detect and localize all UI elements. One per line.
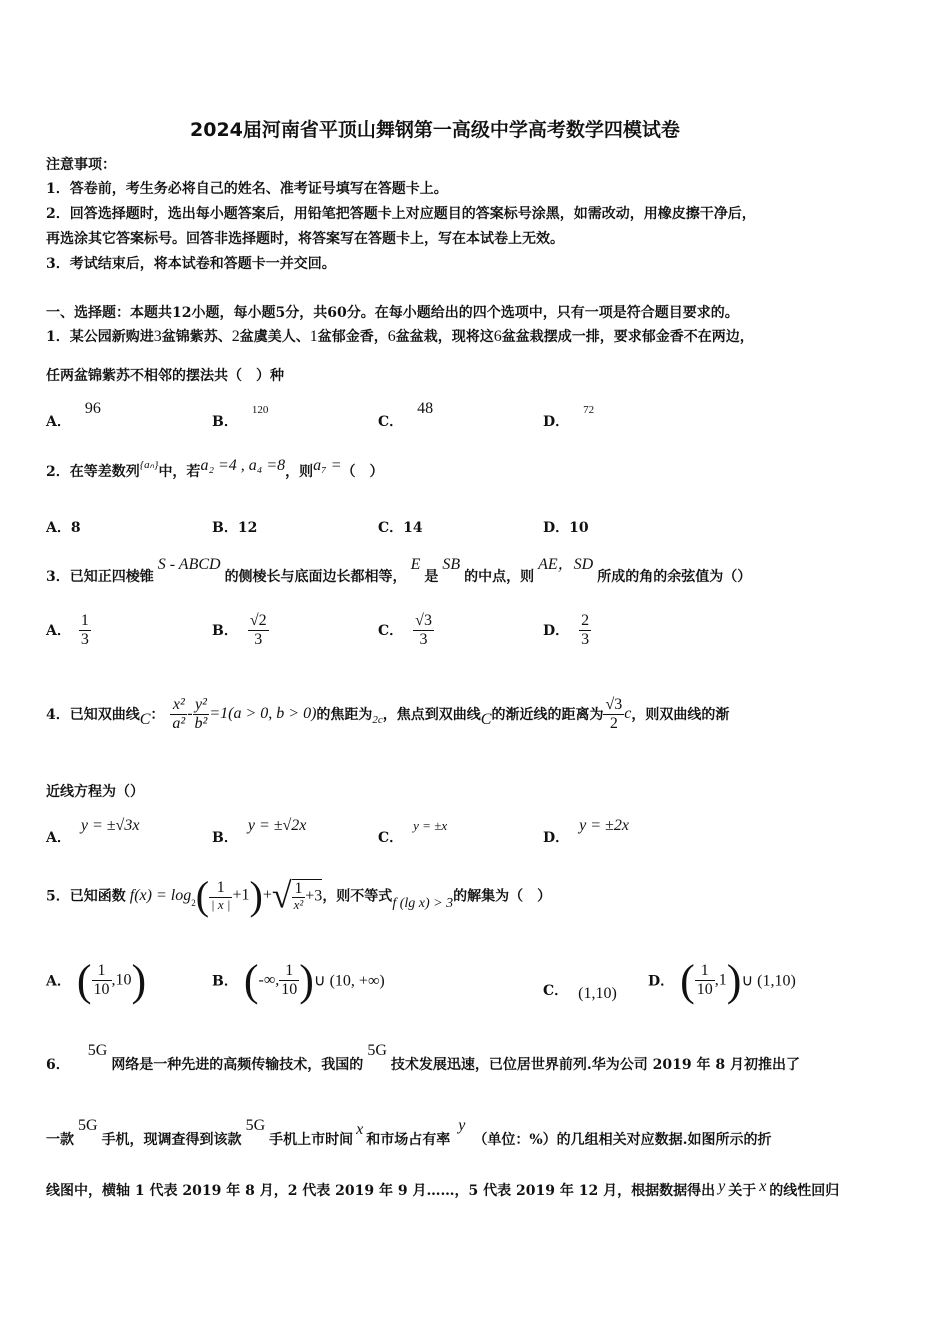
q1-num-6b: 6 — [493, 328, 502, 345]
notice-item-2: 2．回答选择题时，选出每小题答案后，用铅笔把答题卡上对应题目的答案标号涂黑，如需改动，用橡皮擦干净后， — [46, 206, 756, 222]
q6-text-3: 一款 — [46, 1132, 74, 1148]
q4-curve-c: C — [139, 711, 151, 729]
q4-text-mid3: 的渐近线的距离为 — [491, 707, 604, 724]
q2-text-post: ，则 — [285, 464, 314, 480]
q3-text-tail: 所成的角的余弦值为（） — [597, 569, 752, 585]
q1-num-1: 1 — [309, 328, 318, 345]
q1-option-d[interactable]: D．72 — [543, 404, 595, 430]
q1-text-f: 盆盆栽摆成一排，要求郁金香不在两边， — [501, 329, 754, 345]
q5-function: f(x) = log — [129, 886, 192, 904]
q4-text-mid1: 的焦距为 — [316, 707, 373, 724]
q4-equation-rhs: =1(a > 0, b > 0) — [209, 705, 317, 723]
q3-segment-sb: SB — [442, 556, 461, 573]
question-3 — [46, 556, 752, 586]
q5-option-a[interactable]: A． ( $\frac{1}{10}$ ,10) — [46, 956, 147, 1005]
q4-frac-x: $\frac{\text{x²}}{\text{a²}}$ — [172, 696, 186, 732]
q5-text-pre: 5．已知函数 — [46, 888, 126, 905]
q4-frac-y: $\frac{\text{y²}}{\text{b²}}$ — [194, 696, 208, 732]
q1-option-a[interactable]: A．96 — [46, 400, 101, 430]
notice-item-1: 1．答卷前，考生务必将自己的姓名、准考证号填写在答题卡上。 — [46, 181, 448, 197]
question-6-line-1 — [46, 1042, 800, 1074]
question-2 — [46, 457, 384, 481]
q4-minus: - — [187, 705, 193, 723]
q4-text-pre: 4．已知双曲线 — [46, 707, 140, 724]
q4-text-mid2: ，焦点到双曲线 — [382, 707, 481, 724]
q4-colon: ： — [150, 707, 165, 724]
q6-var-x-2: x — [759, 1178, 767, 1195]
q5-option-b[interactable]: B． (-∞, $\frac{1}{10}$ )∪ (10, +∞) — [212, 956, 385, 1005]
q1-text-e: 盆盆栽，现将这 — [395, 329, 494, 345]
q1-text-a: 1．某公园新购进 — [46, 329, 154, 345]
q6-var-y-2: y — [718, 1178, 726, 1195]
question-6-line-2 — [46, 1117, 772, 1149]
q6-text-10: 的线性回归 — [769, 1183, 840, 1199]
q6-text-5: 手机上市时间 — [269, 1132, 354, 1148]
q6-number: 6． — [46, 1057, 70, 1073]
question-6-line-3 — [46, 1180, 839, 1200]
q5-log-base: 2 — [191, 897, 196, 908]
q6-var-y: y — [458, 1117, 466, 1134]
q1-num-2: 2 — [231, 328, 240, 345]
q3-lines: AE，SD — [538, 556, 594, 573]
section-header: 一、选择题：本题共12小题，每小题5分，共60分。在每小题给出的四个选项中，只有一项是符合题目要求的。 — [46, 305, 739, 321]
q5-inequality: f (lg x) > 3 — [392, 895, 454, 911]
q6-text-1: 网络是一种先进的高频传输技术，我国的 — [111, 1057, 364, 1073]
q5-option-c[interactable]: C． (1,10) — [543, 983, 617, 1002]
q4-option-d[interactable]: D．y = ±2x — [543, 817, 629, 846]
q1-text-c: 盆虞美人、 — [239, 329, 310, 345]
question-4-line-2: 近线方程为（） — [46, 784, 144, 800]
q3-text-mid2: 是 — [424, 569, 439, 585]
q2-text-pre: 2．在等差数列 — [46, 464, 140, 480]
q4-curve-c2: C — [480, 711, 492, 729]
q3-point-e: E — [410, 556, 421, 573]
question-1-line-1 — [46, 326, 754, 346]
q6-5g-4: 5G — [245, 1117, 266, 1134]
q5-plus-one: +1 — [232, 886, 250, 904]
q6-5g-2: 5G — [367, 1042, 387, 1059]
q6-5g-3: 5G — [78, 1117, 98, 1134]
q2-option-c[interactable]: C．14 — [378, 520, 423, 536]
q4-option-c[interactable]: C．y = ±x — [378, 818, 448, 846]
q6-text-8: 线图中，横轴 1 代表 2019 年 8 月，2 代表 2019 年 9 月……，5 代表 2019 年 12 月，根据数据得出 — [46, 1183, 716, 1199]
question-4 — [46, 696, 729, 732]
q5-option-d[interactable]: D． ( $\frac{1}{10}$ ,1)∪ (1,10) — [648, 956, 796, 1005]
q6-text-7: （单位：%）的几组相关对应数据.如图所示的折 — [473, 1132, 772, 1148]
q4-option-a[interactable]: A．y = ±√3x — [46, 817, 140, 846]
q4-focal: 2c — [372, 714, 383, 727]
q3-option-c[interactable]: C． $\frac{√3}{3}$ — [378, 612, 432, 648]
q1-text-d: 盆郁金香， — [317, 329, 388, 345]
notice-item-2-cont: 再选涂其它答案标号。回答非选择题时，将答案写在答题卡上，写在本试卷上无效。 — [46, 231, 564, 247]
q1-text-b: 盆锦紫苏、 — [161, 329, 232, 345]
q5-text-tail: 的解集为（ ） — [453, 888, 552, 905]
q3-text-pre: 3．已知正四棱锥 — [46, 569, 154, 585]
q6-text-4: 手机，现调查得到该款 — [101, 1132, 242, 1148]
q1-option-b[interactable]: B．120 — [212, 404, 269, 430]
q1-num-6a: 6 — [387, 328, 396, 345]
q6-text-9: 关于 — [728, 1183, 757, 1199]
q3-option-d[interactable]: D． $\frac{2}{3}$ — [543, 612, 590, 648]
q3-option-a[interactable]: A． $\frac{1}{3}$ — [46, 612, 89, 648]
q5-text-mid: ，则不等式 — [322, 888, 393, 905]
q2-option-d[interactable]: D．10 — [543, 520, 589, 536]
q3-option-b[interactable]: B． $\frac{√2}{3}$ — [212, 612, 267, 648]
q6-var-x: x — [356, 1121, 364, 1138]
q2-text-mid: 中，若 — [158, 464, 201, 480]
q4-frac-dist: $\frac{√3}{2}$ — [605, 696, 623, 732]
q6-text-2: 技术发展迅速，已位居世界前列.华为公司 2019 年 8 月初推出了 — [390, 1057, 800, 1073]
q6-5g-1: 5G — [87, 1042, 108, 1059]
q4-c: c — [624, 705, 632, 723]
page-title: 2024届河南省平顶山舞钢第一高级中学高考数学四模试卷 — [190, 119, 680, 141]
q3-text-mid3: 的中点，则 — [464, 569, 535, 585]
q1-num-3: 3 — [153, 328, 162, 345]
q2-text-tail: （ ） — [341, 464, 384, 480]
notice-item-3: 3．考试结束后，将本试卷和答题卡一并交回。 — [46, 256, 336, 272]
q3-text-mid1: 的侧棱长与底面边长都相等， — [224, 569, 407, 585]
q4-text-tail: ，则双曲线的渐 — [631, 707, 730, 724]
notice-heading: 注意事项： — [46, 157, 116, 173]
q2-sequence: {aₙ} — [139, 459, 159, 471]
question-1-line-2: 任两盆锦紫苏不相邻的摆法共（ ）种 — [46, 368, 284, 384]
q1-option-c[interactable]: C．48 — [378, 400, 434, 430]
q6-text-6: 和市场占有率 — [366, 1132, 451, 1148]
q5-plus: + — [262, 886, 272, 904]
q3-pyramid: S - ABCD — [157, 556, 221, 573]
q2-condition: a₂ =4 , a₄ =8 — [200, 457, 286, 474]
q2-option-b[interactable]: B．12 — [212, 520, 258, 536]
q2-target: a₇ = — [313, 457, 342, 474]
question-5: 5．已知函数 $f(x) = \log_2$( $\frac{1}{| x |}$ +1)+√ $\frac{1}{\text{x²}}$ +3，则不等式f (lg x) > 3的解集为（ ） — [46, 873, 552, 918]
q4-option-b[interactable]: B．y = ±√2x — [212, 817, 307, 846]
q2-option-a[interactable]: A．8 — [46, 520, 81, 536]
